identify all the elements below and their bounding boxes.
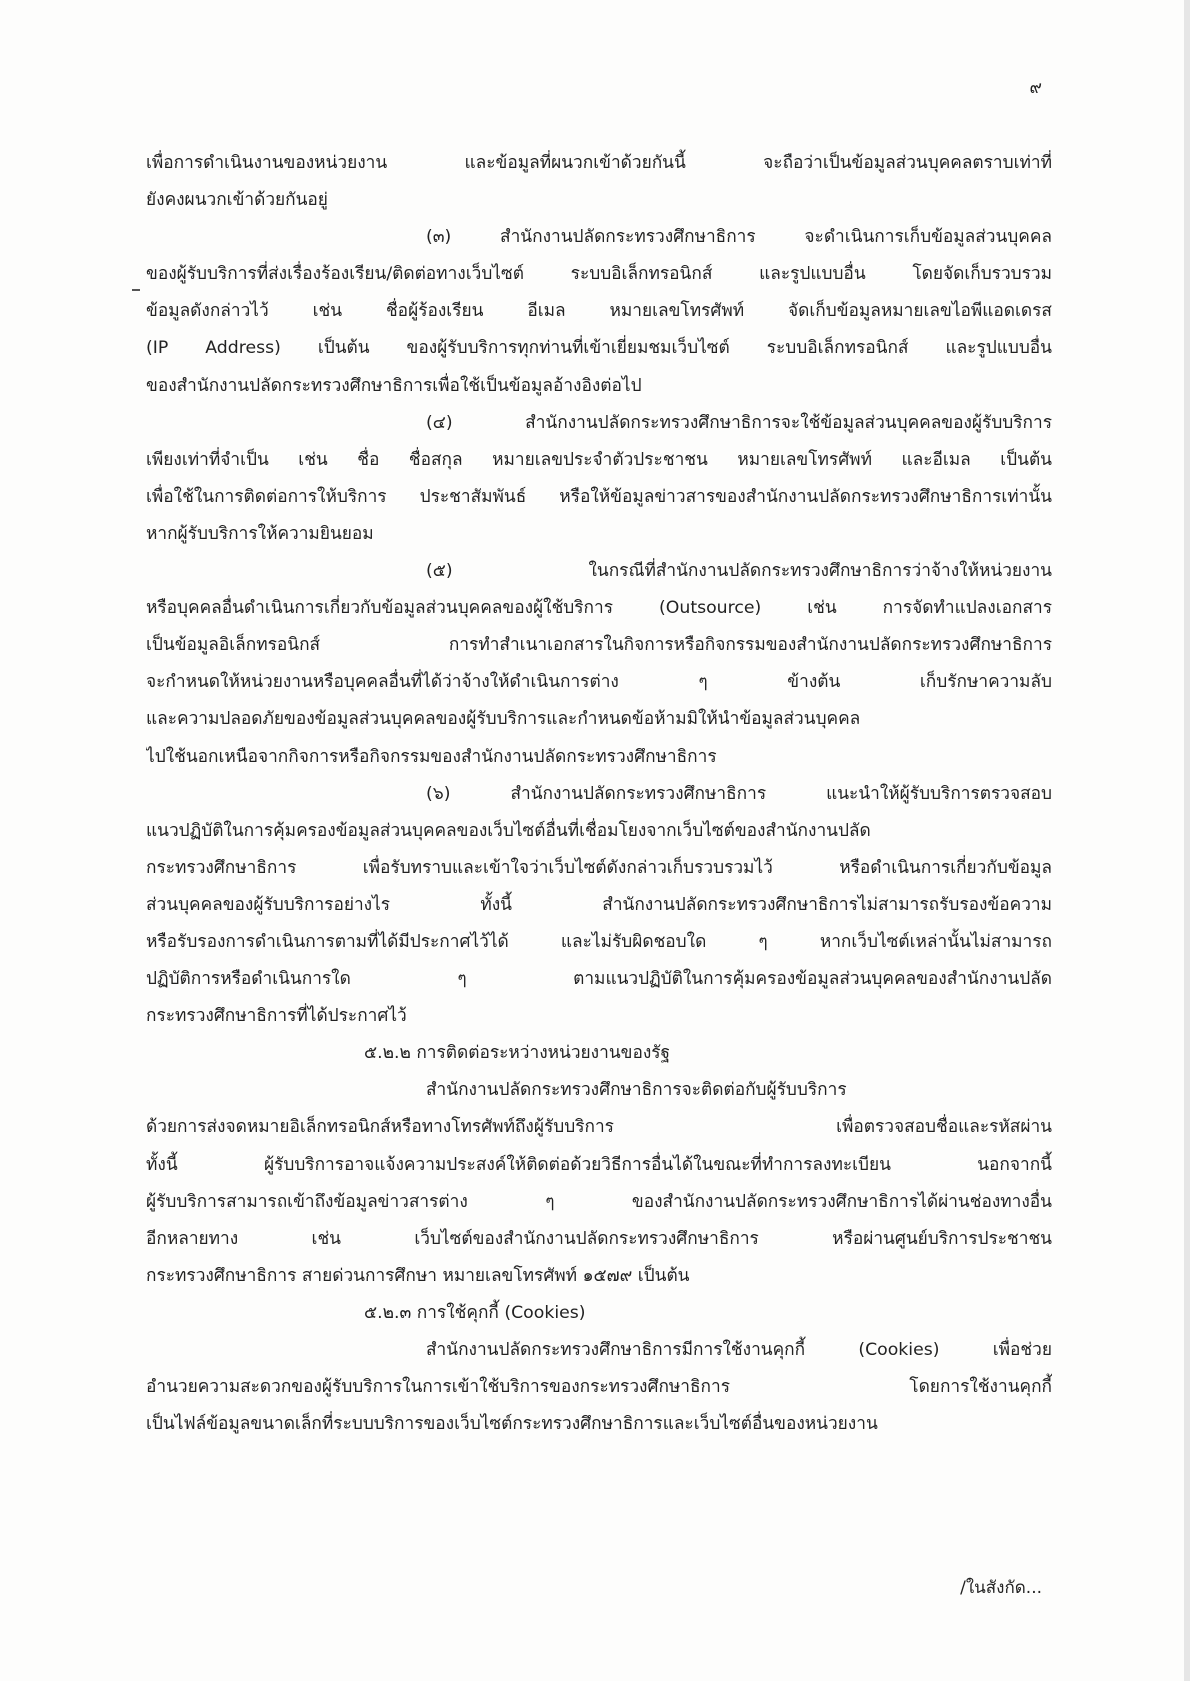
body-line: หรือรับรองการดำเนินการตามที่ได้มีประกาศไว้ได้ และไม่รับผิดชอบใด ๆ หากเว็บไซต์เหล่านั้นไม่สามารถ bbox=[146, 931, 1052, 952]
body-line: (IP Address) เป็นต้น ของผู้รับบริการทุกท่านที่เข้าเยี่ยมชมเว็บไซต์ ระบบอิเล็กทรอนิกส์ และรูปแบบอื่น bbox=[146, 338, 1052, 359]
page-number: ๙ bbox=[1029, 78, 1042, 98]
body-line: ส่วนบุคคลของผู้รับบริการอย่างไร ทั้งนี้ สำนักงานปลัดกระทรวงศึกษาธิการไม่สามารถรับรองข้อความ bbox=[146, 894, 1052, 915]
continuation-note: /ในสังกัด... bbox=[960, 1578, 1042, 1598]
body-line: เป็นไฟล์ข้อมูลขนาดเล็กที่ระบบบริการของเว็บไซต์กระทรวงศึกษาธิการและเว็บไซต์อื่นของหน่วยงาน bbox=[146, 1414, 878, 1435]
body-line: ผู้รับบริการสามารถเข้าถึงข้อมูลข่าวสารต่าง ๆ ของสำนักงานปลัดกระทรวงศึกษาธิการได้ผ่านช่องทางอื่น bbox=[146, 1191, 1052, 1212]
body-line: กระทรวงศึกษาธิการ สายด่วนการศึกษา หมายเลขโทรศัพท์ ๑๕๗๙ เป็นต้น bbox=[146, 1265, 690, 1286]
body-line: กระทรวงศึกษาธิการที่ได้ประกาศไว้ bbox=[146, 1006, 407, 1027]
body-line: ยังคงผนวกเข้าด้วยกันอยู่ bbox=[146, 190, 328, 211]
body-line: ของสำนักงานปลัดกระทรวงศึกษาธิการเพื่อใช้เป็นข้อมูลอ้างอิงต่อไป bbox=[146, 375, 642, 396]
body-line: อีกหลายทาง เช่น เว็บไซต์ของสำนักงานปลัดกระทรวงศึกษาธิการ หรือผ่านศูนย์บริการประชาชน bbox=[146, 1228, 1052, 1249]
body-line: ด้วยการส่งจดหมายอิเล็กทรอนิกส์หรือทางโทรศัพท์ถึงผู้รับบริการ เพื่อตรวจสอบชื่อและรหัสผ่าน bbox=[146, 1117, 1052, 1138]
body-line: เป็นข้อมูลอิเล็กทรอนิกส์ การทำสำเนาเอกสารในกิจการหรือกิจกรรมของสำนักงานปลัดกระทรวงศึกษาธิการ bbox=[146, 635, 1052, 656]
section-heading: ๕.๒.๒ การติดต่อระหว่างหน่วยงานของรัฐ bbox=[364, 1043, 671, 1064]
body-line: เพียงเท่าที่จำเป็น เช่น ชื่อ ชื่อสกุล หมายเลขประจำตัวประชาชน หมายเลขโทรศัพท์ และอีเมล เป็นต้น bbox=[146, 449, 1052, 470]
body-line: แนวปฏิบัติในการคุ้มครองข้อมูลส่วนบุคคลของเว็บไซต์อื่นที่เชื่อมโยงจากเว็บไซต์ของสำนักงานปลัด bbox=[146, 820, 871, 841]
body-line: อำนวยความสะดวกของผู้รับบริการในการเข้าใช้บริการของกระทรวงศึกษาธิการ โดยการใช้งานคุกกี้ bbox=[146, 1377, 1052, 1398]
body-line: หากผู้รับบริการให้ความยินยอม bbox=[146, 523, 374, 544]
body-line: เพื่อใช้ในการติดต่อการให้บริการ ประชาสัมพันธ์ หรือให้ข้อมูลข่าวสารของสำนักงานปลัดกระทรวงศึกษาธิการเท่านั้น bbox=[146, 486, 1052, 507]
list-item-heading: (๖) สำนักงานปลัดกระทรวงศึกษาธิการ แนะนำให้ผู้รับบริการตรวจสอบ bbox=[426, 783, 1052, 804]
section-heading: ๕.๒.๓ การใช้คุกกี้ (Cookies) bbox=[364, 1302, 586, 1323]
body-line: สำนักงานปลัดกระทรวงศึกษาธิการจะติดต่อกับผู้รับบริการ bbox=[426, 1080, 847, 1101]
body-line: ทั้งนี้ ผู้รับบริการอาจแจ้งความประสงค์ให้ติดต่อด้วยวิธีการอื่นได้ในขณะที่ทำการลงทะเบียน นอกจากนี้ bbox=[146, 1154, 1052, 1175]
body-line: หรือบุคคลอื่นดำเนินการเกี่ยวกับข้อมูลส่วนบุคคลของผู้ใช้บริการ (Outsource) เช่น การจัดทำแปลงเอกสาร bbox=[146, 598, 1052, 619]
body-line: สำนักงานปลัดกระทรวงศึกษาธิการมีการใช้งานคุกกี้ (Cookies) เพื่อช่วย bbox=[426, 1340, 1052, 1360]
body-line: เพื่อการดำเนินงานของหน่วยงาน และข้อมูลที่ผนวกเข้าด้วยกันนี้ จะถือว่าเป็นข้อมูลส่วนบุคคลตราบเท่าที่ bbox=[146, 153, 1052, 173]
body-line: และความปลอดภัยของข้อมูลส่วนบุคคลของผู้รับบริการและกำหนดข้อห้ามมิให้นำข้อมูลส่วนบุคคล bbox=[146, 709, 861, 730]
body-line: ข้อมูลดังกล่าวไว้ เช่น ชื่อผู้ร้องเรียน อีเมล หมายเลขโทรศัพท์ จัดเก็บข้อมูลหมายเลขไอพีแอดเดรส bbox=[146, 301, 1052, 322]
body-line: กระทรวงศึกษาธิการ เพื่อรับทราบและเข้าใจว่าเว็บไซต์ดังกล่าวเก็บรวบรวมไว้ หรือดำเนินการเกี่ยวกับข้อมูล bbox=[146, 857, 1052, 878]
body-line: จะกำหนดให้หน่วยงานหรือบุคคลอื่นที่ได้ว่าจ้างให้ดำเนินการต่าง ๆ ข้างต้น เก็บรักษาความลับ bbox=[146, 672, 1052, 693]
document-body bbox=[146, 145, 1052, 1443]
body-line: ปฏิบัติการหรือดำเนินการใด ๆ ตามแนวปฏิบัติในการคุ้มครองข้อมูลส่วนบุคคลของสำนักงานปลัด bbox=[146, 969, 1052, 990]
list-item-heading: (๕) ในกรณีที่สำนักงานปลัดกระทรวงศึกษาธิการว่าจ้างให้หน่วยงาน bbox=[426, 561, 1052, 582]
body-line: ไปใช้นอกเหนือจากกิจการหรือกิจกรรมของสำนักงานปลัดกระทรวงศึกษาธิการ bbox=[146, 746, 717, 767]
body-line: ของผู้รับบริการที่ส่งเรื่องร้องเรียน/ติดต่อทางเว็บไซต์ ระบบอิเล็กทรอนิกส์ และรูปแบบอื่น โดยจัดเก็บรวบรวม bbox=[146, 264, 1052, 285]
list-item-heading: (๓) สำนักงานปลัดกระทรวงศึกษาธิการ จะดำเนินการเก็บข้อมูลส่วนบุคคล bbox=[426, 227, 1052, 248]
margin-mark bbox=[132, 289, 140, 291]
list-item-heading: (๔) สำนักงานปลัดกระทรวงศึกษาธิการจะใช้ข้อมูลส่วนบุคคลของผู้รับบริการ bbox=[426, 412, 1052, 433]
